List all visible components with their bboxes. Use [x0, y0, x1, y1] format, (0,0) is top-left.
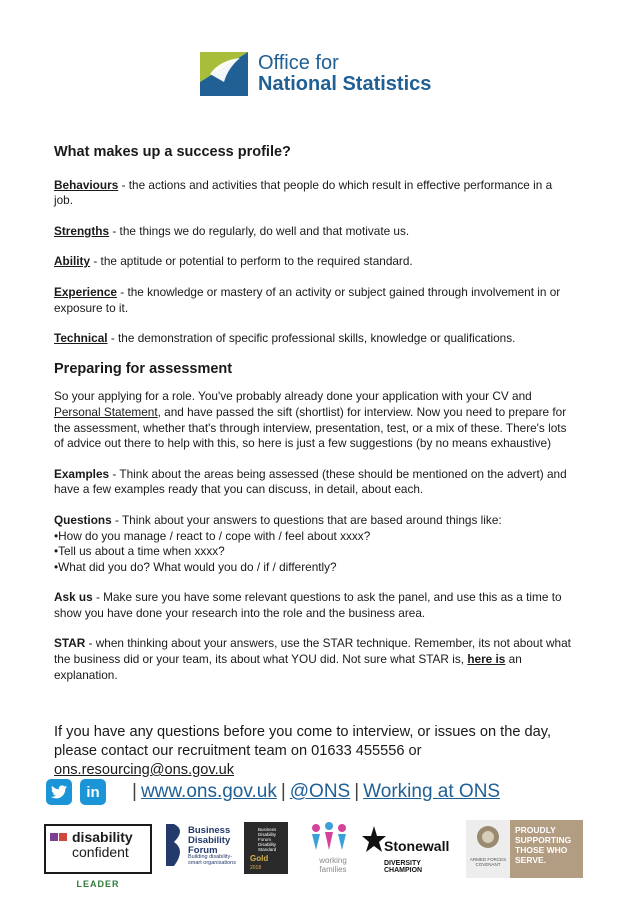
contact-text: If you have any questions before you come to interview, or issues on the day, please contact our recruitment team on 01633 455556 or: [54, 724, 552, 759]
bdf-tagline: Building disability-smart organisations: [188, 854, 236, 866]
preparing-heading: Preparing for assessment: [54, 360, 233, 377]
term-strengths[interactable]: Strengths: [54, 223, 110, 238]
questions-label: Questions: [54, 512, 112, 527]
intro-text-a: So your applying for a role. You've probably already done your application with your CV and: [54, 389, 532, 404]
definition-behaviours: [54, 178, 574, 209]
proudly-supporting-label: PROUDLY SUPPORTING THOSE WHO SERVE.: [515, 825, 572, 865]
working-families-label: working families: [319, 856, 347, 874]
separator: |: [280, 781, 286, 802]
definition-technical: [54, 331, 574, 347]
definition-text: - the things we do regularly, do well and that motivate us.: [109, 223, 410, 238]
ask-us-paragraph: [54, 590, 574, 621]
armed-forces-crest-icon: [466, 820, 510, 854]
afc-label: ARMED FORCES COVENANT: [469, 857, 507, 867]
logo-line-1: Office for: [258, 52, 339, 74]
proudly-supporting-badge: [510, 820, 583, 878]
preparing-intro: [54, 389, 574, 451]
personal-statement-link[interactable]: Personal Statement: [54, 404, 158, 419]
term-behaviours[interactable]: Behaviours: [54, 177, 119, 192]
term-technical[interactable]: Technical: [54, 331, 108, 346]
disability-confident-badge: [44, 824, 152, 889]
term-ability[interactable]: Ability: [54, 254, 91, 269]
stonewall-star-icon: [362, 826, 386, 856]
definition-ability: [54, 254, 574, 270]
working-families-logo-icon: [302, 820, 356, 854]
gold-badge-caption: Business Disability Forum Disability Standard: [258, 827, 277, 852]
email-link[interactable]: ons.resourcing@ons.gov.uk: [54, 762, 235, 778]
ask-us-text: - Make sure you have some relevant questions to ask the panel, and use this as a time to show you have done your research into the role and the business area.: [54, 590, 562, 620]
ask-us-label: Ask us: [54, 590, 93, 605]
gold-year: 2018: [250, 865, 262, 871]
footer-links: [128, 781, 500, 803]
star-text-a: - when thinking about your answers, use the STAR technique. Remember, its not about what the business did or your team, its about what YOU did. Not sure what STAR is,: [54, 636, 571, 667]
definition-text: - the knowledge or mastery of an activity or subject gained through involvement in or exposure to it.: [54, 284, 561, 315]
ons-logo: [200, 52, 431, 96]
term-experience[interactable]: Experience: [54, 284, 117, 299]
armed-forces-covenant-badge: [466, 820, 510, 878]
star-paragraph: [54, 636, 574, 683]
dc-line-3: LEADER: [76, 879, 120, 889]
social-bar: [46, 779, 500, 805]
stonewall-sub: DIVERSITY CHAMPION: [384, 860, 423, 874]
examples-paragraph: [54, 467, 574, 498]
definition-strengths: [54, 224, 574, 240]
business-disability-forum-badge: [164, 820, 236, 878]
main-content: [54, 145, 574, 698]
star-text-b: an explanation.: [54, 652, 522, 682]
list-item: •How do you manage / react to / cope with / feel about xxxx?: [54, 528, 371, 543]
working-families-badge: [302, 820, 356, 878]
list-item: •Tell us about a time when xxxx?: [54, 544, 225, 559]
disability-standard-gold-badge: [244, 822, 288, 874]
bdf-logo-icon: [164, 820, 186, 870]
separator: |: [132, 781, 137, 802]
definition-text: - the actions and activities that people do which result in effective performance in a job.: [54, 177, 553, 208]
definition-text: - the aptitude or potential to perform to the required standard.: [90, 254, 413, 269]
intro-text-b: , and have passed the sift (shortlist) for interview. Now you need to prepare for the assessment, whether that's through interview, presentation, test, or a mix of these. There's lots of advice out there to help with this, so here is just a few suggestions (by no means exhaustive): [54, 404, 567, 451]
gold-label: Gold: [250, 854, 269, 863]
linkedin-icon[interactable]: in: [80, 779, 106, 805]
bdf-name: Business Disability Forum: [188, 825, 231, 856]
ons-website-link[interactable]: www.ons.gov.uk: [140, 781, 277, 802]
dc-line-2: confident: [72, 844, 129, 860]
logo-line-2: National Statistics: [258, 73, 432, 95]
definition-experience: [54, 285, 574, 316]
accreditation-badges: [44, 820, 589, 889]
ons-twitter-link[interactable]: @ONS: [289, 781, 351, 802]
success-profile-heading: What makes up a success profile?: [54, 144, 291, 160]
working-at-ons-link[interactable]: Working at ONS: [363, 781, 501, 802]
examples-label: Examples: [54, 466, 110, 481]
definition-text: - the demonstration of specific professional skills, knowledge or qualifications.: [107, 331, 516, 346]
list-item: •What did you do? What would you do / if / differently?: [54, 559, 337, 574]
star-label: STAR: [54, 636, 86, 651]
stonewall-badge: [362, 820, 457, 878]
examples-text: - Think about the areas being assessed (these should be mentioned on the advert) and have a few examples ready that you can discuss, in detail, about each.: [54, 466, 567, 497]
questions-paragraph: [54, 513, 574, 575]
separator: |: [354, 781, 360, 802]
star-here-link[interactable]: here is: [467, 652, 506, 667]
dc-line-1: disability: [72, 829, 133, 845]
ons-logo-mark-icon: [200, 52, 248, 96]
twitter-icon[interactable]: [46, 779, 72, 805]
questions-text: - Think about your answers to questions that are based around things like:: [111, 512, 502, 527]
contact-paragraph: [54, 723, 594, 780]
stonewall-label: Stonewall: [384, 838, 450, 854]
